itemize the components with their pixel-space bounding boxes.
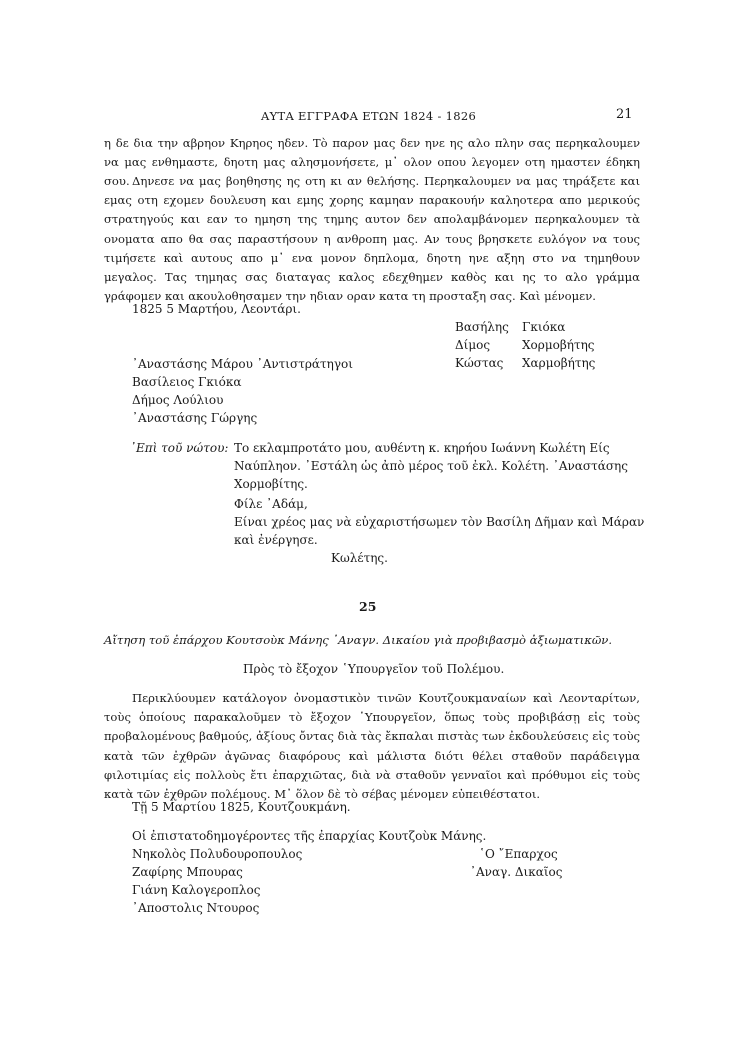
signature-last-name: Χορμοβήτης (522, 338, 595, 352)
verso-signature: Κωλέτης. (331, 551, 388, 565)
doc25-body: Περικλύουμεν κατάλογον ὀνομαστικὸν τινῶν Κουτζουκμαναίων καὶ Λεονταρίτων, τοὺς ὁποίους παρακαλοῦμεν τὸ ἔξοχον ῾Υπουργεῖον, ὅπως τοὺς προβιβάσῃ εἰς τοὺς προβαλομένους βαθμούς, ἀξίους ὄντας διὰ τὰς ἔκπαλαι πιστὰς των ἐκδουλεύσεις εἰς τοὺς κατὰ τῶν ἐχθρῶν ἀγῶνας διαφόρους καὶ μάλιστα διότι θέλει σταθοῦν παράδειγμα φιλοτιμίας εἰς πολλοὺς ἔτι ἐπαρχιῶτας, διὰ νὰ σταθοῦν γενναῖοι καὶ πρόθυμοι εἰς τοὺς κατὰ τῶν ἐχθρῶν πολέμους. Μ᾿ ὅλον δὲ τὸ σέβας μένομεν εὐπειθέστατοι. (104, 691, 640, 802)
addressee: Πρὸς τὸ ἔξοχον ῾Υπουργεῖον τοῦ Πολέμου. (243, 662, 505, 676)
signature-left: Δήμος Λούλιου (132, 393, 224, 407)
eparch-title: ῾Ο ῎Επαρχος (479, 847, 558, 861)
doc24-paragraph-1: η δε δια την αβρηον Κηρηος ηδεν. Τὸ παρον μας δεν ηνε ης αλο πλην σας περηκαλουμεν να μας ενθημαστε, δηοτη μας αλησμονήσετε, μ᾿ ολον οπου λεγομεν οτη ημαστεν έδηκη σου. (104, 136, 640, 189)
elder-name: ᾿Αποστολις Ντουρος (132, 901, 260, 915)
doc24-paragraph-2: Δηνεσε να μας βοηθησης ης οτη κι αν θελήσης. Περηκαλουμεν να μας τηράξετε και εμας οτη εχομεν δουλευση και εμης χορης καμηαν παρακουήν καληοτερα απο μερικούς στρατηγούς και εαν το ημηση της τημης αυτον δεν απολαμβάνομεν περηκαλουμεν τὰ ονοματα απο θα σας παραστήσουν η ανθροπη μας. Αν τους βρησκετε ευλόγον να τους τιμήσετε καὶ αυτους απο μ᾿ ενα μονον δηπλομα, δηοτη ηνε αξηη στο να τημηθουν μεγαλος. Τας τημηας σας διαταγας καλος εδεχθημεν καθὸς και ης το αλο γράμμα γράφομεν και ακουλοθησαμεν την ηδιαν οραν κατα τη προσταξη σας. Καὶ μένομεν. (104, 174, 640, 304)
signature-first-name: Βασήλης (455, 320, 509, 334)
signature-last-name: Γκιόκα (522, 320, 566, 334)
page-number: 21 (616, 107, 633, 122)
doc25-dateline: Τῇ 5 Μαρτίου 1825, Κουτζουκμάνη. (132, 800, 351, 814)
signature-left: ᾿Αναστάσης Γώργης (132, 411, 258, 425)
elder-name: Νηκολὸς Πολυδουροπουλος (132, 847, 303, 861)
eparch-name: ᾿Αναγ. Δικαῖος (470, 865, 563, 879)
verso-note-line: Είναι χρέος μας νὰ εὐχαριστήσωμεν τὸν Βασίλη Δῆμαν καὶ Μάραν (234, 515, 645, 529)
signature-left: Βασίλειος Γκιόκα (132, 375, 242, 389)
running-title: ΑΥΤΑ ΕΓΓΡΑΦΑ ΕΤΩΝ 1824 - 1826 (261, 109, 477, 123)
verso-greeting: Φίλε ᾿Αδάμ, (234, 497, 308, 511)
verso-note-line: καὶ ἐνέργησε. (234, 533, 318, 547)
verso-address-line: Το εκλαμπροτάτο μου, αυθέντη κ. κηρήου Ιωάννη Κωλέτη Είς (234, 441, 610, 455)
signature-last-name: Χαρμοβήτης (522, 356, 596, 370)
verso-label: ᾿Επὶ τοῦ νώτου: (130, 441, 229, 455)
signature-first-name: Δίμος (455, 338, 491, 352)
doc24-dateline: 1825 5 Μαρτήου, Λεοντάρι. (132, 302, 301, 316)
elder-name: Γιάνη Καλογεροπλος (132, 883, 261, 897)
signature-left: ᾿Αναστάσης Μάρου ᾿Αντιστράτηγοι (132, 357, 353, 371)
elder-name: Ζαφίρης Μπουρας (132, 865, 243, 879)
document-number: 25 (359, 599, 377, 614)
signature-first-name: Κώστας (455, 356, 504, 370)
verso-address-line: Χορμοβίτης. (234, 477, 308, 491)
document-title: Αἴτηση τοῦ ἐπάρχου Κουτσοὺκ Μάνης ᾿Αναγν. Δικαίου γιὰ προβιβασμὸ ἀξιωματικῶν. (104, 633, 613, 647)
elders-heading: Οἱ ἐπιστατοδημογέροντες τῆς ἐπαρχίας Κουτζοὺκ Μάνης. (132, 829, 487, 843)
verso-address-line: Ναύπληον. ᾿Εστάλη ὡς ἀπὸ μέρος τοῦ ἐκλ. Κολέτη. ᾿Αναστάσης (234, 459, 628, 473)
